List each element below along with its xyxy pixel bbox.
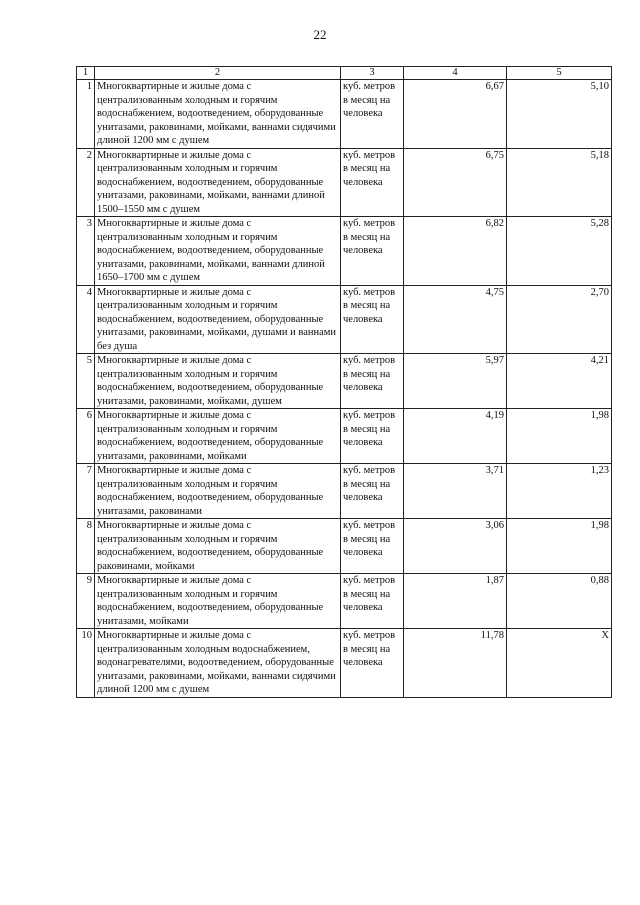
column-header: 2 bbox=[95, 67, 341, 80]
row-number: 10 bbox=[77, 629, 95, 698]
row-value-col4: 6,82 bbox=[404, 217, 507, 286]
row-value-col5: X bbox=[507, 629, 612, 698]
row-number: 3 bbox=[77, 217, 95, 286]
table-row bbox=[77, 409, 612, 464]
row-value-col4: 3,71 bbox=[404, 464, 507, 519]
header-row bbox=[77, 67, 612, 80]
column-header: 5 bbox=[507, 67, 612, 80]
row-number: 6 bbox=[77, 409, 95, 464]
row-unit: куб. метров в месяц на человека bbox=[341, 464, 404, 519]
table-header bbox=[77, 67, 612, 80]
table-row bbox=[77, 80, 612, 149]
row-number: 2 bbox=[77, 148, 95, 217]
row-unit: куб. метров в месяц на человека bbox=[341, 629, 404, 698]
page-number: 22 bbox=[313, 27, 327, 42]
row-unit: куб. метров в месяц на человека bbox=[341, 409, 404, 464]
row-value-col5: 4,21 bbox=[507, 354, 612, 409]
row-value-col5: 1,98 bbox=[507, 519, 612, 574]
row-unit: куб. метров в месяц на человека bbox=[341, 217, 404, 286]
row-unit: куб. метров в месяц на человека bbox=[341, 285, 404, 354]
row-number: 4 bbox=[77, 285, 95, 354]
row-value-col5: 5,18 bbox=[507, 148, 612, 217]
row-value-col4: 11,78 bbox=[404, 629, 507, 698]
row-description: Многоквартирные и жилые дома с централизованным холодным и горячим водоснабжением, водоотведением, оборудованные унитазами, раковинами, мойками, ваннами длиной 1500–1550 мм с душем bbox=[95, 148, 341, 217]
row-unit: куб. метров в месяц на человека bbox=[341, 574, 404, 629]
row-unit: куб. метров в месяц на человека bbox=[341, 80, 404, 149]
table-row bbox=[77, 574, 612, 629]
row-value-col4: 4,19 bbox=[404, 409, 507, 464]
row-unit: куб. метров в месяц на человека bbox=[341, 354, 404, 409]
row-description: Многоквартирные и жилые дома с централизованным холодным и горячим водоснабжением, водоотведением, оборудованные унитазами, раковинами, мойками, душем bbox=[95, 354, 341, 409]
row-value-col5: 2,70 bbox=[507, 285, 612, 354]
column-header: 4 bbox=[404, 67, 507, 80]
row-value-col4: 6,67 bbox=[404, 80, 507, 149]
row-description: Многоквартирные и жилые дома с централизованным холодным и горячим водоснабжением, водоотведением, оборудованные унитазами, раковинами, мойками bbox=[95, 409, 341, 464]
column-header: 3 bbox=[341, 67, 404, 80]
row-value-col5: 5,28 bbox=[507, 217, 612, 286]
row-number: 7 bbox=[77, 464, 95, 519]
table-row bbox=[77, 629, 612, 698]
row-description: Многоквартирные и жилые дома с централизованным холодным водоснабжением, водонагревателями, водоотведением, оборудованные унитазами, раковинами, мойками, ваннами сидячими длиной 1200 мм с душем bbox=[95, 629, 341, 698]
row-value-col5: 1,23 bbox=[507, 464, 612, 519]
row-description: Многоквартирные и жилые дома с централизованным холодным и горячим водоснабжением, водоотведением, оборудованные унитазами, раковинами, мойками, душами и ваннами без душа bbox=[95, 285, 341, 354]
table-row bbox=[77, 354, 612, 409]
row-description: Многоквартирные и жилые дома с централизованным холодным и горячим водоснабжением, водоотведением, оборудованные унитазами, раковинами, мойками, ваннами длиной 1650–1700 мм с душем bbox=[95, 217, 341, 286]
row-value-col5: 0,88 bbox=[507, 574, 612, 629]
table-row bbox=[77, 464, 612, 519]
column-header: 1 bbox=[77, 67, 95, 80]
table-body bbox=[77, 80, 612, 698]
row-description: Многоквартирные и жилые дома с централизованным холодным и горячим водоснабжением, водоотведением, оборудованные унитазами, раковинами bbox=[95, 464, 341, 519]
row-description: Многоквартирные и жилые дома с централизованным холодным и горячим водоснабжением, водоотведением, оборудованные унитазами, раковинами, мойками, ваннами сидячими длиной 1200 мм с душем bbox=[95, 80, 341, 149]
table-row bbox=[77, 148, 612, 217]
row-number: 8 bbox=[77, 519, 95, 574]
row-value-col4: 1,87 bbox=[404, 574, 507, 629]
consumption-norms-table bbox=[76, 66, 612, 698]
row-number: 1 bbox=[77, 80, 95, 149]
table-row bbox=[77, 285, 612, 354]
row-value-col4: 5,97 bbox=[404, 354, 507, 409]
row-unit: куб. метров в месяц на человека bbox=[341, 519, 404, 574]
row-value-col4: 6,75 bbox=[404, 148, 507, 217]
row-unit: куб. метров в месяц на человека bbox=[341, 148, 404, 217]
table-row bbox=[77, 217, 612, 286]
row-description: Многоквартирные и жилые дома с централизованным холодным и горячим водоснабжением, водоотведением, оборудованные раковинами, мойками bbox=[95, 519, 341, 574]
row-value-col4: 4,75 bbox=[404, 285, 507, 354]
row-number: 5 bbox=[77, 354, 95, 409]
row-value-col5: 5,10 bbox=[507, 80, 612, 149]
row-value-col5: 1,98 bbox=[507, 409, 612, 464]
table-row bbox=[77, 519, 612, 574]
row-number: 9 bbox=[77, 574, 95, 629]
row-description: Многоквартирные и жилые дома с централизованным холодным и горячим водоснабжением, водоотведением, оборудованные унитазами, мойками bbox=[95, 574, 341, 629]
row-value-col4: 3,06 bbox=[404, 519, 507, 574]
